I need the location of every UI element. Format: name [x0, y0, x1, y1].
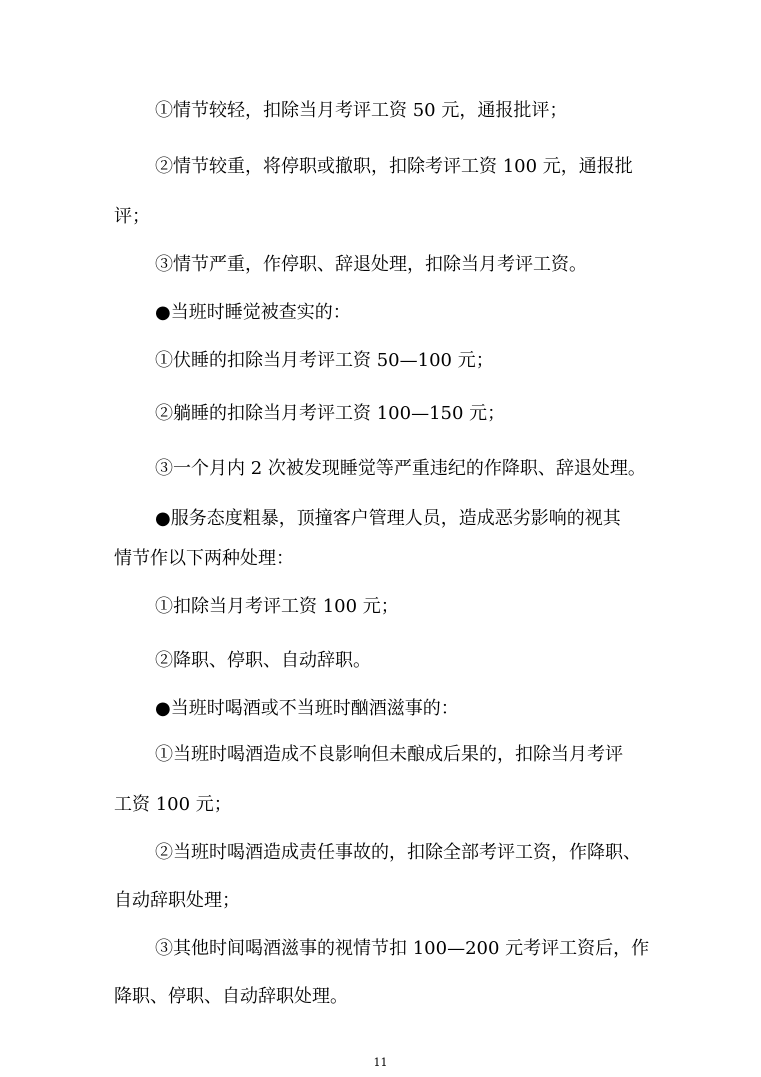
text-line: ①扣除当月考评工资 100 元； — [155, 596, 399, 617]
text-line: ①情节较轻，扣除当月考评工资 50 元，通报批评； — [155, 100, 568, 121]
text-line: 降职、停职、自动辞职处理。 — [114, 986, 348, 1007]
text-line: ①伏睡的扣除当月考评工资 50—100 元； — [155, 350, 494, 371]
bullet-heading: ●当班时喝酒或不当班时酗酒滋事的： — [155, 698, 459, 719]
text-line: 工资 100 元； — [114, 794, 232, 815]
text-line: ①当班时喝酒造成不良影响但未酿成后果的，扣除当月考评 — [155, 744, 623, 765]
text-line: ②降职、停职、自动辞职。 — [155, 650, 371, 671]
text-line: 评； — [114, 206, 150, 227]
bullet-heading: ●当班时睡觉被查实的： — [155, 302, 351, 323]
text-line: ②情节较重，将停职或撤职，扣除考评工资 100 元，通报批 — [155, 156, 633, 177]
bullet-heading: ●服务态度粗暴，顶撞客户管理人员，造成恶劣影响的视其 — [155, 508, 621, 529]
text-line: ③一个月内 2 次被发现睡觉等严重违纪的作降职、辞退处理。 — [155, 458, 646, 479]
text-line: 情节作以下两种处理： — [114, 548, 294, 569]
text-line: 自动辞职处理； — [114, 890, 240, 911]
text-line: ②躺睡的扣除当月考评工资 100—150 元； — [155, 403, 506, 424]
text-line: ③情节严重，作停职、辞退处理，扣除当月考评工资。 — [155, 254, 587, 275]
text-line: ②当班时喝酒造成责任事故的，扣除全部考评工资，作降职、 — [155, 842, 641, 863]
text-line: ③其他时间喝酒滋事的视情节扣 100—200 元考评工资后，作 — [155, 938, 650, 959]
page-number: 11 — [373, 1056, 388, 1069]
